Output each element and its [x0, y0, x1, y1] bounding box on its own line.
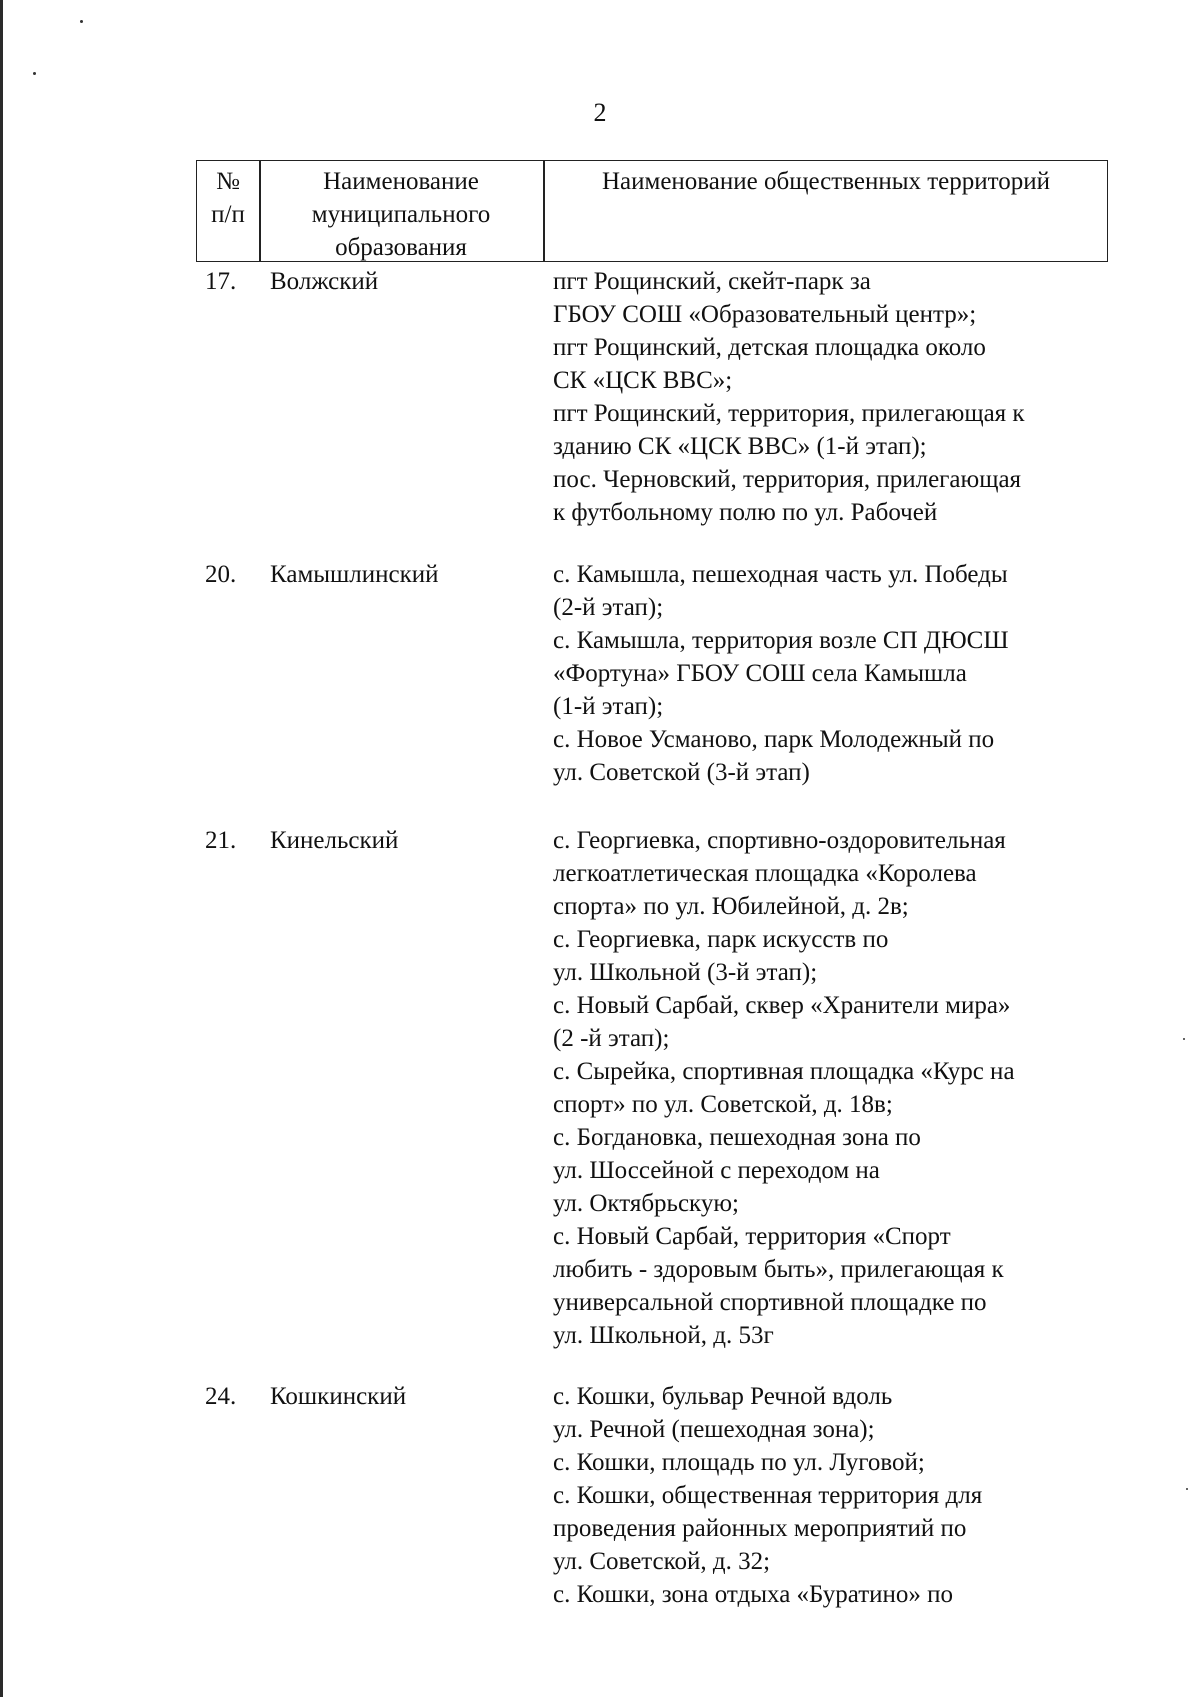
territory-line: к футбольному полю по ул. Рабочей: [553, 499, 938, 526]
territory-line: (2-й этап);: [553, 594, 664, 621]
page-left-edge: [0, 0, 3, 1697]
territory-line: ул. Советской (3-й этап): [553, 759, 810, 786]
territory-line: ул. Школьной (3-й этап);: [553, 959, 818, 986]
territory-line: зданию СК «ЦСК ВВС» (1-й этап);: [553, 433, 927, 460]
table-header: [196, 160, 1108, 262]
territory-line: с. Камышла, пешеходная часть ул. Победы: [553, 561, 1008, 588]
territory-line: (2 -й этап);: [553, 1025, 670, 1052]
territory-line: ул. Школьной, д. 53г: [553, 1322, 774, 1349]
row-number: 20.: [205, 561, 237, 588]
scan-speck: [80, 20, 83, 23]
territory-line: с. Новый Сарбай, сквер «Хранители мира»: [553, 992, 1011, 1019]
territory-line: (1-й этап);: [553, 693, 664, 720]
municipality-name: Волжский: [270, 268, 379, 295]
header-col-territories: Наименование общественных территорий: [601, 168, 1051, 195]
territory-line: ГБОУ СОШ «Образовательный центр»;: [553, 301, 977, 328]
territory-line: легкоатлетическая площадка «Королева: [553, 860, 977, 887]
row-number: 17.: [205, 268, 237, 295]
territory-line: с. Георгиевка, парк искусств по: [553, 926, 889, 953]
territory-line: с. Кошки, общественная территория для: [553, 1482, 983, 1509]
territory-line: пгт Рощинский, детская площадка около: [553, 334, 986, 361]
territory-list: [553, 558, 1113, 789]
scan-speck: [1186, 1488, 1188, 1490]
municipality-name: Камышлинский: [270, 561, 439, 588]
scan-speck: [1183, 1038, 1185, 1040]
scan-speck: [33, 72, 36, 75]
territory-line: проведения районных мероприятий по: [553, 1515, 967, 1542]
territory-list: [553, 824, 1113, 1352]
territory-line: пгт Рощинский, скейт-парк за: [553, 268, 871, 295]
header-col-municipality: Наименование муниципального образования: [311, 168, 491, 261]
territory-line: с. Кошки, площадь по ул. Луговой;: [553, 1449, 925, 1476]
municipality-name: Кошкинский: [270, 1383, 407, 1410]
row-number: 24.: [205, 1383, 237, 1410]
territory-line: с. Кошки, бульвар Речной вдоль: [553, 1383, 893, 1410]
row-number: 21.: [205, 827, 237, 854]
territory-line: с. Сырейка, спортивная площадка «Курс на: [553, 1058, 1015, 1085]
territory-line: пгт Рощинский, территория, прилегающая к: [553, 400, 1025, 427]
territory-line: универсальной спортивной площадке по: [553, 1289, 987, 1316]
territory-line: ул. Шоссейной с переходом на: [553, 1157, 880, 1184]
territory-list: [553, 1380, 1113, 1611]
territory-list: [553, 265, 1113, 529]
territory-line: ул. Октябрьскую;: [553, 1190, 739, 1217]
municipality-name: Кинельский: [270, 827, 399, 854]
territory-line: с. Новый Сарбай, территория «Спорт: [553, 1223, 951, 1250]
header-col-number: № п/п: [211, 168, 245, 228]
territory-line: с. Георгиевка, спортивно-оздоровительная: [553, 827, 1006, 854]
territory-line: пос. Черновский, территория, прилегающая: [553, 466, 1022, 493]
territory-line: ул. Советской, д. 32;: [553, 1548, 771, 1575]
territory-line: спорта» по ул. Юбилейной, д. 2в;: [553, 893, 909, 920]
territory-line: с. Новое Усманово, парк Молодежный по: [553, 726, 995, 753]
territory-line: ул. Речной (пешеходная зона);: [553, 1416, 875, 1443]
territory-line: любить - здоровым быть», прилегающая к: [553, 1256, 1004, 1283]
territory-line: с. Кошки, зона отдыха «Буратино» по: [553, 1581, 954, 1608]
territory-line: спорт» по ул. Советской, д. 18в;: [553, 1091, 893, 1118]
territory-line: СК «ЦСК ВВС»;: [553, 367, 733, 394]
page-number: 2: [593, 98, 607, 127]
territory-line: «Фортуна» ГБОУ СОШ села Камышла: [553, 660, 967, 687]
territory-line: с. Богдановка, пешеходная зона по: [553, 1124, 921, 1151]
territory-line: с. Камышла, территория возле СП ДЮСШ: [553, 627, 1009, 654]
